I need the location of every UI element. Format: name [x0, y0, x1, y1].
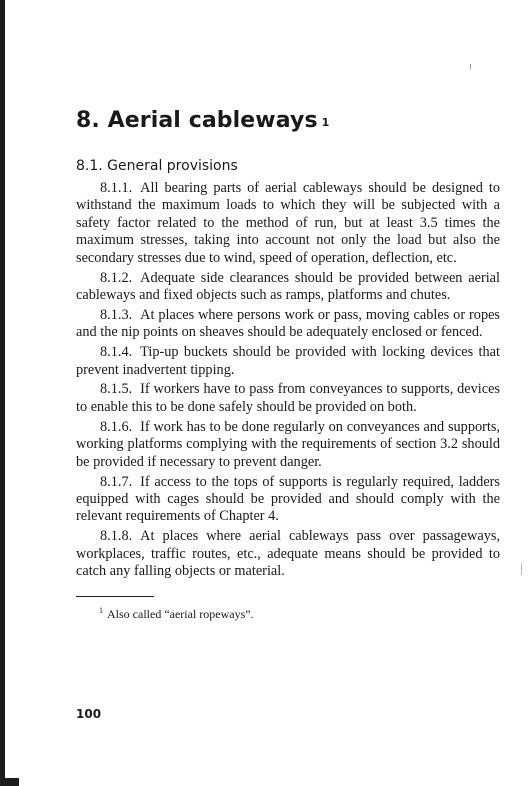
page-number: 100: [76, 707, 102, 721]
provision-text: All bearing parts of aerial cableways should be designed to withstand the maximum loads to which they will be subjected with a safety factor related to the method of run, but at least 3.5 times the maximum stresses, taking into account not only the load but also the secondary stresses due to wind, speed of operation, deflection, etc.: [76, 180, 500, 266]
chapter-title: [76, 106, 500, 136]
footnote-reference: 1: [321, 116, 330, 129]
provision-number: 8.1.2.: [100, 269, 133, 286]
provision-text: At places where aerial cableways pass over passageways, workplaces, traffic routes, etc., adequate means should be provided to catch any falling objects or material.: [76, 528, 500, 580]
provision-paragraph: [76, 528, 500, 580]
provision-text: If work has to be done regularly on conveyances and supports, working platforms complying with the requirements of section 3.2 should be provided if necessary to prevent danger.: [76, 418, 500, 470]
page-edge: [0, 0, 5, 786]
provision-text: If access to the tops of supports is regularly required, ladders equipped with cages should be provided and should comply with the relevant requirements of Chapter 4.: [76, 473, 500, 525]
provision-paragraph: [76, 270, 500, 305]
section-heading: 8.1. General provisions: [76, 158, 238, 174]
provision-paragraph: [76, 474, 500, 526]
provision-number: 8.1.3.: [100, 306, 133, 323]
provision-number: 8.1.5.: [100, 381, 133, 398]
provision-text: If workers have to pass from conveyances to supports, devices to enable this to be done safely should be provided on both.: [76, 381, 500, 415]
provision-text: Adequate side clearances should be provided between aerial cableways and fixed objects such as ramps, platforms and chutes.: [76, 269, 500, 303]
provision-number: 8.1.8.: [100, 528, 133, 545]
provision-number: 8.1.4.: [100, 344, 133, 361]
provision-number: 8.1.1.: [100, 180, 133, 196]
footnote-marker: 1: [99, 606, 103, 616]
page-content: [76, 106, 500, 622]
scan-speck: [521, 563, 522, 575]
footnote-text: Also called “aerial ropeways”.: [107, 607, 254, 622]
provision-text: Tip-up buckets should be provided with locking devices that prevent inadvertent tipping.: [76, 344, 500, 378]
provision-paragraph: [76, 381, 500, 416]
provision-paragraph: [76, 180, 500, 267]
chapter-title-text: 8. Aerial cableways: [76, 108, 318, 133]
provision-number: 8.1.6.: [100, 418, 133, 435]
provision-paragraph: [76, 344, 500, 379]
provision-paragraph: [76, 307, 500, 342]
footnote: [76, 603, 500, 622]
page-corner-mark: [5, 778, 19, 786]
provision-text: At places where persons work or pass, moving cables or ropes and the nip points on sheaves should be adequately enclosed or fenced.: [76, 306, 500, 341]
provision-paragraph: [76, 419, 500, 471]
scan-speck: [470, 64, 471, 69]
footnote-divider: [76, 596, 154, 597]
provision-number: 8.1.7.: [100, 473, 133, 490]
